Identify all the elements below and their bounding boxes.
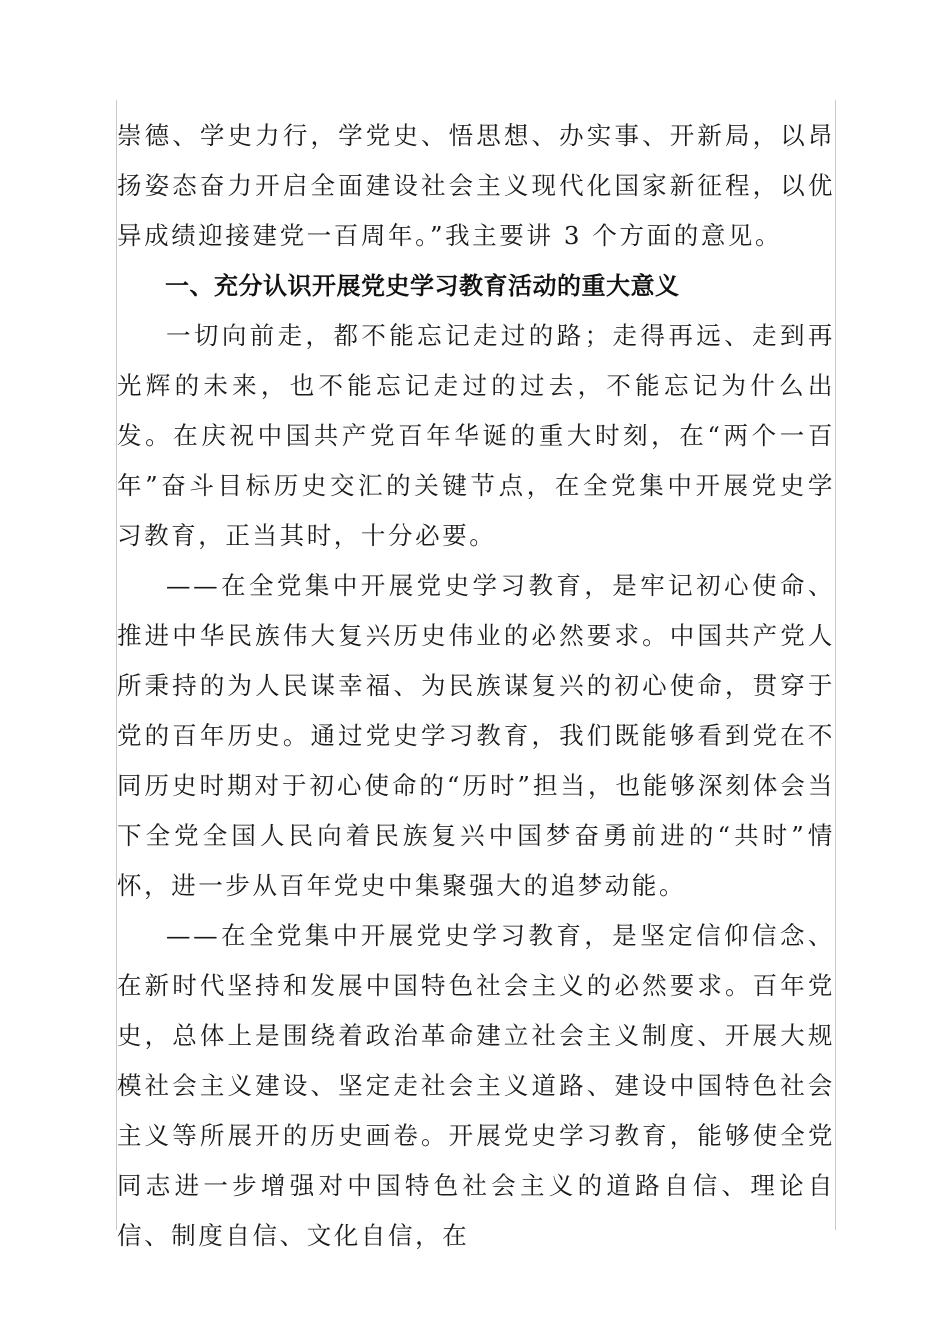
section-heading: 一、充分认识开展党史学习教育活动的重大意义 [165,272,680,300]
paragraph-point-1: ——在全党集中开展党史学习教育，是牢记初心使命、推进中华民族伟大复兴历史伟业的必然要求。中国共产党人所秉持的为人民谋幸福、为民族谋复兴的初心使命，贯穿于党的百年历史。通过党史学习教育，我们既能够看到党在不同历史时期对于初心使命的“历时”担当，也能够深刻体会当下全党全国人民向着民族复兴中国梦奋勇前进的“共时”情怀，进一步从百年党史中集聚强大的追梦动能。 [117,571,835,900]
right-margin-line [835,100,836,1230]
paragraph-intro: 一切向前走，都不能忘记走过的路；走得再远、走到再光辉的未来，也不能忘记走过的过去，不能忘记为什么出发。在庆祝中国共产党百年华诞的重大时刻，在“两个一百年”奋斗目标历史交汇的关键节点，在全党集中开展党史学习教育，正当其时，十分必要。 [117,321,835,550]
paragraph-continuation: 崇德、学史力行，学党史、悟思想、办实事、开新局，以昂扬姿态奋力开启全面建设社会主义现代化国家新征程，以优异成绩迎接建党一百周年。”我主要讲 3 个方面的意见。 [117,121,835,250]
document-body [117,111,835,1261]
paragraph-point-2: ——在全党集中开展党史学习教育，是坚定信仰信念、在新时代坚持和发展中国特色社会主义的必然要求。百年党史，总体上是围绕着政治革命建立社会主义制度、开展大规模社会主义建设、坚定走社会主义道路、建设中国特色社会主义等所展开的历史画卷。开展党史学习教育，能够使全党同志进一步增强对中国特色社会主义的道路自信、理论自信、制度自信、文化自信，在 [117,921,835,1250]
